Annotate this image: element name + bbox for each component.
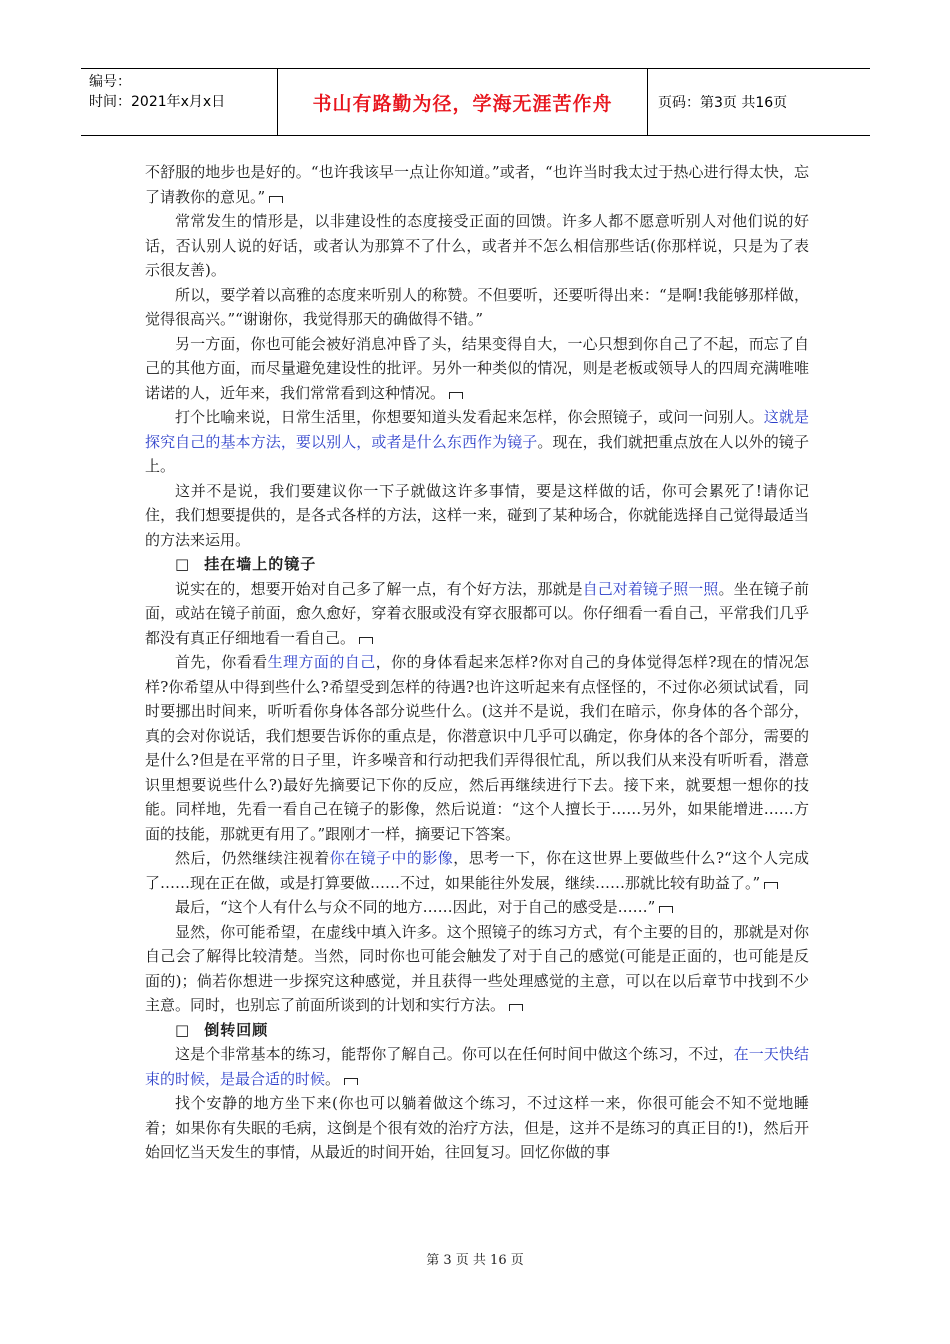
highlighted-text: 在一天快结束的时候，是最合适的时候 xyxy=(145,1045,809,1088)
header-motto: 书山有路勤为径，学海无涯苦作舟 xyxy=(278,69,648,135)
paragraph: 然后，仍然继续注视着你在镜子中的影像，思考一下，你在这世界上要做些什么?“这个人完成了……现在正在做，或是打算要做……不过，如果能往外发展，继续……那就比较有助益了。” xyxy=(145,849,809,892)
edit-mark-icon xyxy=(449,392,463,399)
edit-mark-icon xyxy=(344,1078,358,1085)
edit-mark-icon xyxy=(269,196,283,203)
checkbox-square-icon: □ xyxy=(175,555,191,573)
paragraph: 说实在的，想要开始对自己多了解一点，有个好方法，那就是自己对着镜子照一照。坐在镜子前面，或站在镜子前面，愈久愈好，穿着衣服或没有穿衣服都可以。你仔细看一看自己，平常我们几乎都没有真正仔细地看一看自己。 xyxy=(145,579,809,647)
header-meta xyxy=(81,69,278,135)
doc-date-label: 时间：2021年x月x日 xyxy=(89,94,226,110)
document-body xyxy=(145,160,809,1165)
paragraph: 另一方面，你也可能会被好消息冲昏了头，结果变得自大，一心只想到你自己了不起，而忘了自己的其他方面，而尽量避免建设性的批评。另外一种类似的情况，则是老板或领导人的四周充满唯唯诺诺的人，近年来，我们常常看到这种情况。 xyxy=(145,334,809,402)
paragraph: 首先，你看看生理方面的自己，你的身体看起来怎样?你对自己的身体觉得怎样?现在的情况怎样?你希望从中得到些什么?希望受到怎样的待遇?也许这听起来有点怪怪的，不过你必须试试看，同时要挪出时间来，听听看你身体各部分说些什么。(这并不是说，我们在暗示，你身体的各个部分，真的会对你说话，我们想要告诉你的重点是，你潜意识中几乎可以确定，你身体的各个部分，需要的是什么?但是在平常的日子里，许多噪音和行动把我们弄得很忙乱，所以我们从来没有听听看，潜意识里想要说些什么?)最好先摘要记下你的反应，然后再继续进行下去。接下来，就要想一想你的技能。同样地，先看一看自己在镜子的影像，然后说道：“这个人擅长于……另外，如果能增进……方面的技能，那就更有用了。”跟刚才一样，摘要记下答案。 xyxy=(145,653,809,843)
highlighted-text: 你在镜子中的影像 xyxy=(329,849,454,867)
paragraph: 所以，要学着以高雅的态度来听别人的称赞。不但要听，还要听得出来：“是啊!我能够那样做，觉得很高兴。”“谢谢你，我觉得那天的确做得不错。” xyxy=(145,285,809,328)
highlighted-text: 这就是探究自己的基本方法，要以别人，或者是什么东西作为镜子 xyxy=(145,408,809,451)
edit-mark-icon xyxy=(659,906,673,913)
paragraph: 最后，“这个人有什么与众不同的地方……因此，对于自己的感受是……” xyxy=(145,895,809,920)
section-heading: □ 倒转回顾 xyxy=(175,1020,269,1039)
page-header xyxy=(81,68,870,136)
paragraph: 显然，你可能希望，在虚线中填入许多。这个照镜子的练习方式，有个主要的目的，那就是对你自己会了解得比较清楚。当然，同时你也可能会触发了对于自己的感觉(可能是正面的，也可能是反面的)；倘若你想进一步探究这种感觉，并且获得一些处理感觉的主意，可以在以后章节中找到不少主意。同时，也别忘了前面所谈到的计划和实行方法。 xyxy=(145,922,809,1014)
paragraph: 常常发生的情形是，以非建设性的态度接受正面的回馈。许多人都不愿意听别人对他们说的好话，否认别人说的好话，或者认为那算不了什么，或者并不怎么相信那些话(你那样说，只是为了表示很友善)。 xyxy=(145,212,809,279)
page-footer: 第 3 页 共 16 页 xyxy=(426,1253,524,1268)
section-heading: □ 挂在墙上的镜子 xyxy=(175,555,317,573)
edit-mark-icon xyxy=(509,1004,523,1011)
checkbox-square-icon: □ xyxy=(175,1020,191,1039)
paragraph: 这是个非常基本的练习，能帮你了解自己。你可以在任何时间中做这个练习，不过，在一天快结束的时候，是最合适的时候。 xyxy=(145,1045,809,1088)
highlighted-text: 自己对着镜子照一照 xyxy=(582,579,719,598)
paragraph: 不舒服的地步也是好的。“也许我该早一点让你知道。”或者，“也许当时我太过于热心进行得太快，忘了请教你的意见。” xyxy=(145,163,809,206)
doc-number-label: 编号： xyxy=(89,74,131,90)
highlighted-text: 生理方面的自己 xyxy=(267,653,376,671)
paragraph: 这并不是说，我们要建议你一下子就做这许多事情，要是这样做的话，你可会累死了!请你记住，我们想要提供的，是各式各样的方法，这样一来，碰到了某种场合，你就能选择自己觉得最适当的方法来运用。 xyxy=(145,481,809,549)
header-page-info: 页码：第3页 共16页 xyxy=(658,95,788,111)
edit-mark-icon xyxy=(764,882,778,889)
edit-mark-icon xyxy=(359,637,373,644)
paragraph: 找个安静的地方坐下来(你也可以躺着做这个练习，不过这样一来，你很可能会不知不觉地睡着；如果你有失眠的毛病，这倒是个很有效的治疗方法，但是，这并不是练习的真正目的!)，然后开始回忆当天发生的事情，从最近的时间开始，往回复习。回忆你做的事 xyxy=(145,1094,809,1161)
paragraph: 打个比喻来说，日常生活里，你想要知道头发看起来怎样，你会照镜子，或问一问别人。这就是探究自己的基本方法，要以别人，或者是什么东西作为镜子。现在，我们就把重点放在人以外的镜子上。 xyxy=(145,408,809,475)
